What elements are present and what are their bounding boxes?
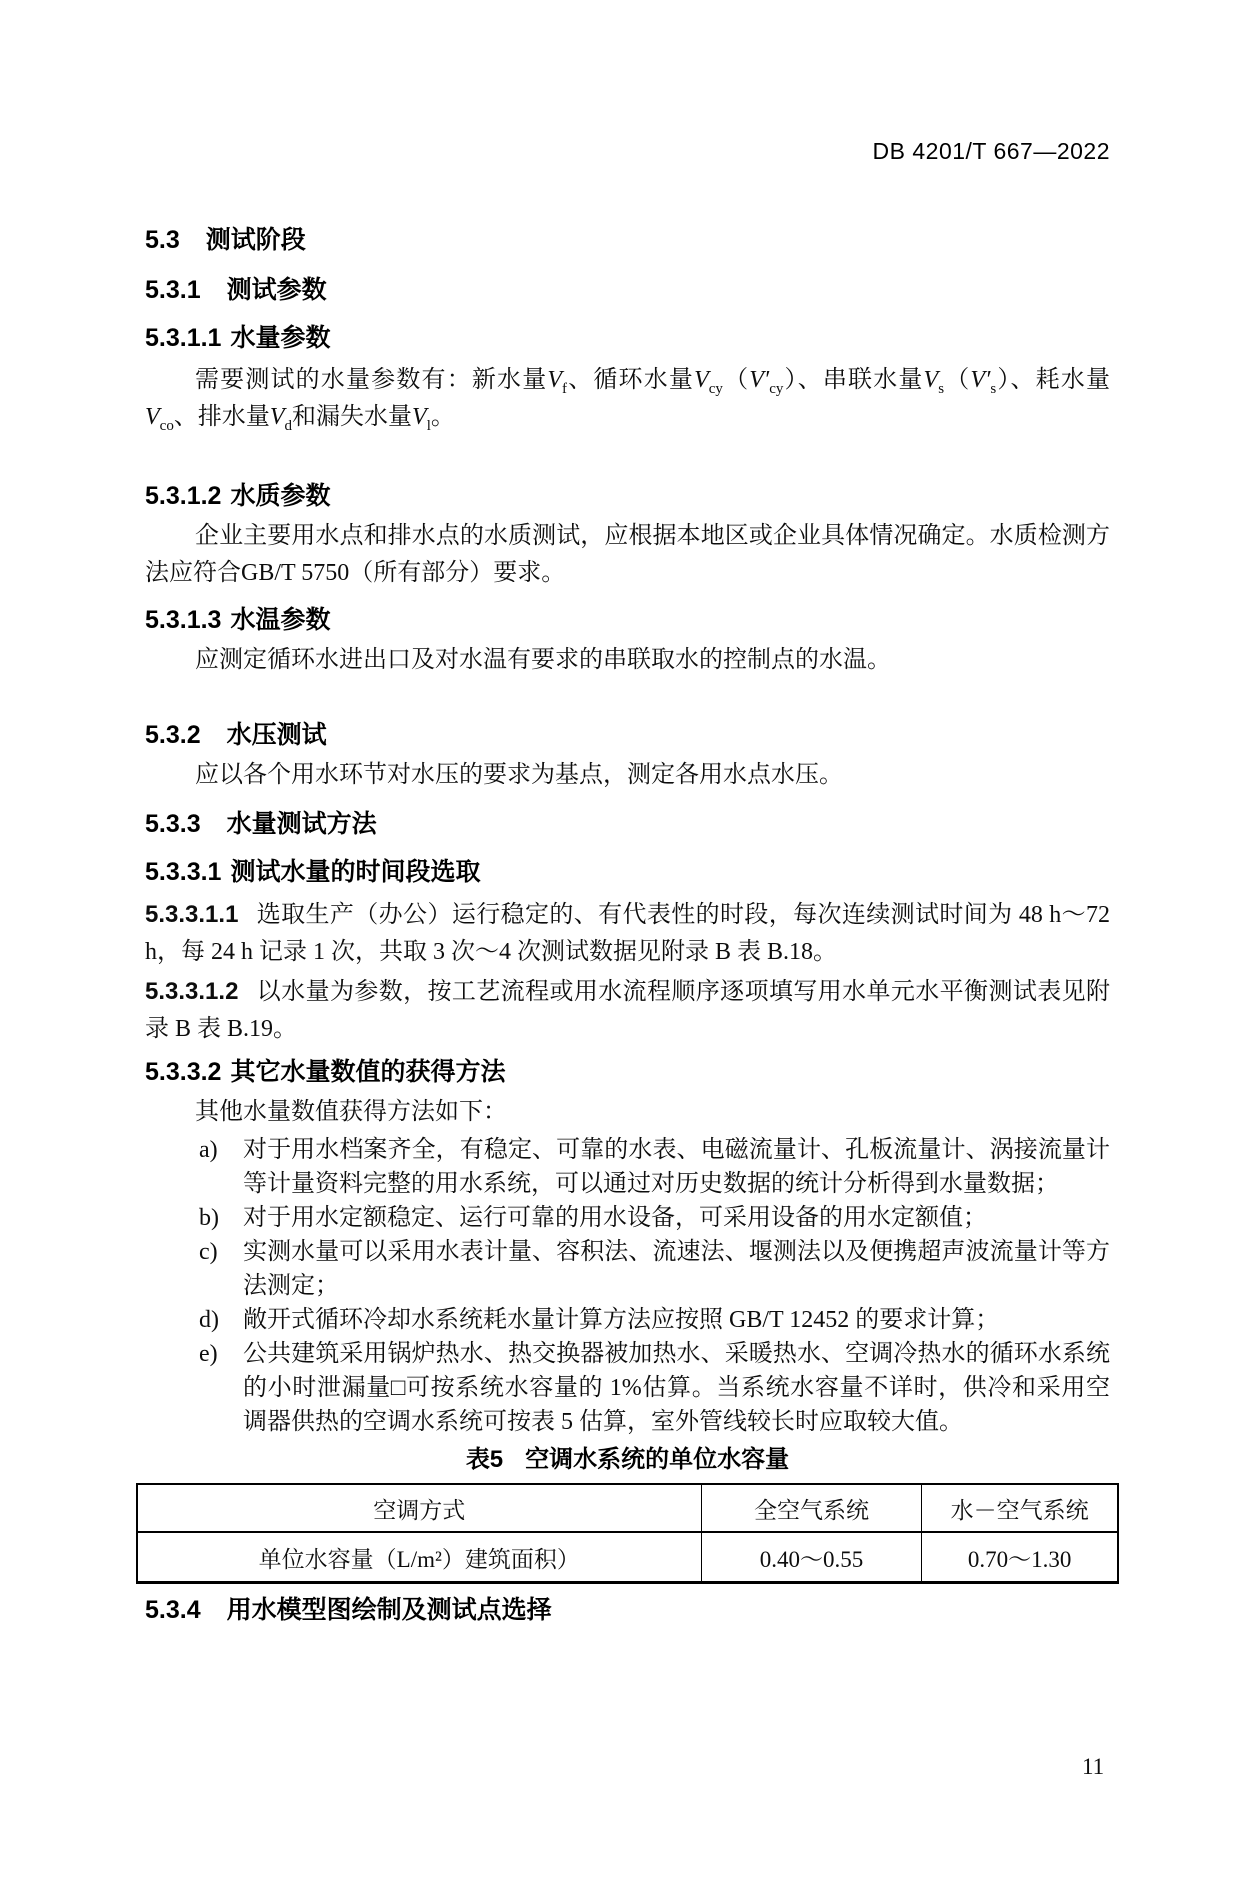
list-item-text: 对于用水档案齐全，有稳定、可靠的水表、电磁流量计、孔板流量计、涡接流量计等计量资料完整的用水系统，可以通过对历史数据的统计分析得到水量数据； [243,1137,1110,1197]
heading-5-3-1-2 [145,480,1110,512]
heading-title: 测试阶段 [205,226,306,254]
heading-number: 5.3.3 [145,810,201,838]
table5-title [145,1445,1110,1475]
paragraph-water-temp: 应测定循环水进出口及对水温有要求的串联取水的控制点的水温。 [195,647,891,673]
list-item [145,1303,1110,1337]
heading-5-3-1-3 [145,604,1110,636]
list-item-label: b) [199,1205,219,1231]
doc-number: DB 4201/T 667—2022 [872,138,1110,164]
table5-title-text: 空调水系统的单位水容量 [525,1446,790,1473]
heading-number: 5.3.3.1 [145,858,222,886]
heading-5-3-2 [145,719,1110,751]
page-number: 11 [1082,1754,1105,1779]
clause-number: 5.3.3.1.2 [145,978,239,1005]
list-item-text: 敞开式循环冷却水系统耗水量计算方法应按照 GB/T 12452 的要求计算； [243,1307,1000,1333]
heading-title: 用水模型图绘制及测试点选择 [226,1596,552,1624]
list-item [145,1201,1110,1235]
list-item-text: 对于用水定额稳定、运行可靠的用水设备，可采用设备的用水定额值； [243,1205,987,1231]
table5-cell: 0.70～1.30 [922,1532,1118,1583]
table5 [136,1483,1119,1584]
heading-title: 水质参数 [230,482,331,510]
clause-text: 以水量为参数，按工艺流程或用水流程顺序逐项填写用水单元水平衡测试表见附录 B 表 B.19。 [145,979,1110,1042]
table5-header-cell: 空调方式 [373,1497,466,1523]
table5-cell: 0.40～0.55 [701,1532,922,1583]
list-item [145,1337,1110,1439]
table5-header-cell: 全空气系统 [701,1484,922,1532]
heading-title: 测试参数 [226,276,327,304]
heading-title: 水量测试方法 [226,810,377,838]
heading-5-3-1 [145,274,1110,306]
list-item-label: d) [199,1307,219,1333]
heading-5-3-4 [145,1594,1110,1626]
heading-number: 5.3.1 [145,276,201,304]
heading-number: 5.3.1.2 [145,482,222,510]
method-list [145,1133,1110,1439]
list-item [145,1235,1110,1303]
list-item-text: 实测水量可以采用水表计量、容积法、流速法、堰测法以及便携超声波流量计等方法测定； [243,1239,1110,1299]
heading-5-3 [145,224,1110,256]
heading-number: 5.3.3.2 [145,1058,222,1086]
page-content [0,138,1241,1626]
table5-cell: 单位水容量（L/m²）建筑面积） [258,1546,580,1572]
list-item-label: c) [199,1239,218,1265]
table5-data-row [137,1532,1118,1583]
list-item-label: a) [199,1137,218,1163]
table5-header-cell: 水－空气系统 [922,1484,1118,1532]
paragraph-5-3-3-1-1 [145,896,1110,971]
list-item-label: e) [199,1341,218,1367]
heading-title: 水温参数 [230,606,331,634]
heading-title: 测试水量的时间段选取 [230,858,481,886]
heading-title: 其它水量数值的获得方法 [230,1058,506,1086]
heading-number: 5.3.2 [145,721,201,749]
list-item [145,1133,1110,1201]
table5-title-number: 表5 [465,1446,504,1473]
paragraph-other-methods-intro: 其他水量数值获得方法如下： [195,1099,507,1125]
heading-title: 水量参数 [230,324,331,352]
heading-number: 5.3.1.3 [145,606,222,634]
heading-5-3-3-1 [145,856,1110,888]
paragraph-5-3-3-1-2 [145,973,1110,1048]
heading-number: 5.3.1.1 [145,324,222,352]
heading-5-3-1-1 [145,322,1110,354]
list-item-text: 公共建筑采用锅炉热水、热交换器被加热水、采暖热水、空调冷热水的循环水系统的小时泄漏量□可按系统水容量的 1%估算。当系统水容量不详时，供冷和采用空调器供热的空调水系统可按表 5 估算，室外管线较长时应取较大值。 [243,1341,1110,1435]
paragraph-water-quality: 企业主要用水点和排水点的水质测试，应根据本地区或企业具体情况确定。水质检测方法应符合GB/T 5750（所有部分）要求。 [145,523,1110,586]
heading-title: 水压测试 [226,721,327,749]
table5-header-row [137,1484,1118,1532]
paragraph-water-pressure: 应以各个用水环节对水压的要求为基点，测定各用水点水压。 [195,762,843,788]
clause-number: 5.3.3.1.1 [145,901,239,928]
heading-5-3-3 [145,808,1110,840]
paragraph-water-quantity: 需要测试的水量参数有：新水量$V_f$、循环水量$V_{cy}(V'_{cy})$、串联水量$V_s(V'_s)$、耗水量$V_{co}$、排水量$V_d$和漏失水量$V_l$。 [145,367,1111,434]
heading-5-3-3-2 [145,1056,1110,1088]
heading-number: 5.3 [145,226,180,254]
clause-text: 选取生产（办公）运行稳定的、有代表性的时段，每次连续测试时间为 48 h～72 h，每 24 h 记录 1 次，共取 3 次～4 次测试数据见附录 B 表 B.18。 [145,902,1110,965]
heading-number: 5.3.4 [145,1596,201,1624]
